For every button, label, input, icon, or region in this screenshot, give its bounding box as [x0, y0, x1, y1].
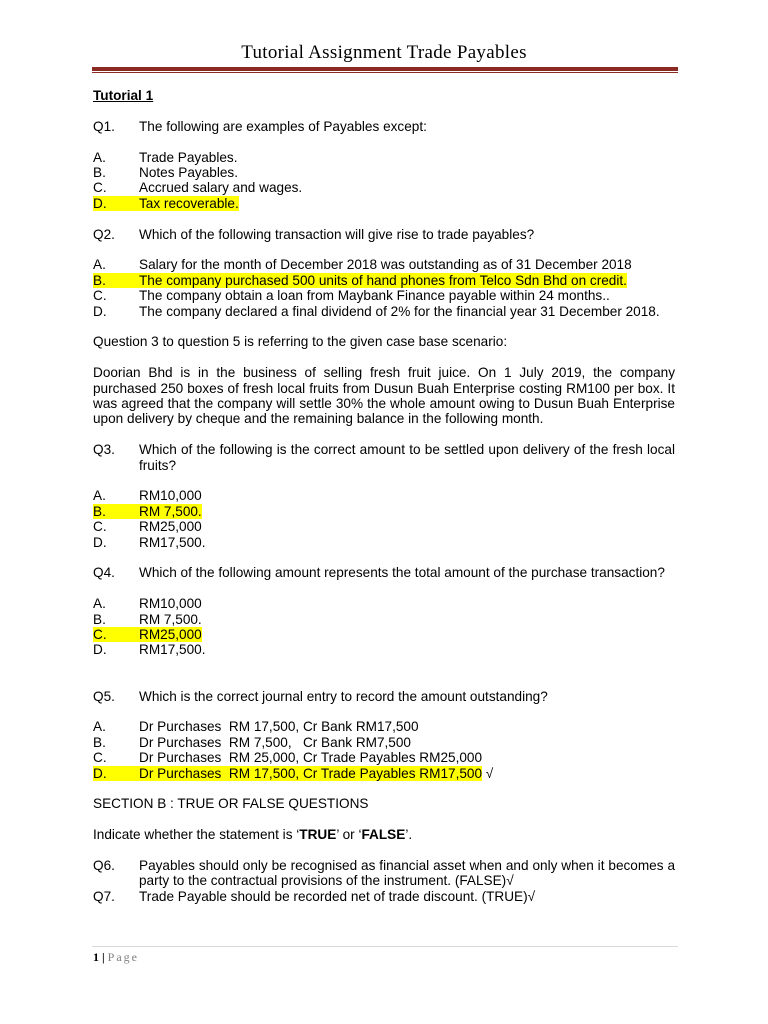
question-number: Q3. — [93, 442, 115, 458]
question-number: Q6. — [93, 858, 115, 874]
question-text: Which of the following transaction will give rise to trade payables? — [139, 226, 535, 242]
option-letter: B. — [93, 734, 106, 750]
q2-option-a — [93, 257, 675, 272]
option-letter: D. — [93, 196, 139, 211]
q1-option-d-answer — [93, 196, 675, 211]
option-text: RM10,000 — [139, 596, 202, 612]
question-6 — [93, 858, 675, 889]
q5-option-d-answer — [93, 766, 675, 781]
case-scenario: Doorian Bhd is in the business of selling fresh fruit juice. On 1 July 2019, the company purchased 250 boxes of fresh local fruits from Dusun Buah Enterprise costing RM100 per box. It was agreed that the company will settle 30% the whole amount owing to Dusun Buah Enterprise upon delivery by cheque and the remaining balance in the following month. — [93, 365, 675, 427]
option-text-highlighted: The company purchased 500 units of hand phones from Telco Sdn Bhd on credit. — [139, 272, 627, 288]
q2-option-c — [93, 288, 675, 303]
option-letter: D. — [93, 642, 107, 658]
q5-option-c — [93, 750, 675, 765]
option-text: Dr Purchases RM 7,500, Cr Bank RM7,500 — [139, 734, 411, 750]
question-4 — [93, 565, 675, 580]
option-letter: C. — [93, 627, 139, 642]
question-3 — [93, 442, 675, 473]
option-text: The company obtain a loan from Maybank Finance payable within 24 months.. — [139, 288, 610, 304]
option-text: RM17,500. — [139, 642, 206, 658]
question-number: Q1. — [93, 118, 115, 134]
option-text: Salary for the month of December 2018 was outstanding as of 31 December 2018 — [139, 257, 632, 273]
option-letter: A. — [93, 257, 106, 273]
option-letter: A. — [93, 488, 106, 504]
title-rule-thin — [92, 72, 678, 73]
footer-rule — [92, 946, 678, 947]
q3-option-c — [93, 519, 675, 534]
document-body — [93, 88, 675, 904]
option-text-highlighted: RM25,000 — [139, 627, 202, 643]
question-number: Q5. — [93, 688, 115, 704]
q2-option-b-answer — [93, 273, 675, 288]
q4-option-d — [93, 642, 675, 657]
question-7 — [93, 889, 675, 904]
question-text: Payables should only be recognised as financial asset when and only when it becomes a party to the contractual provisions of the instrument. (FALSE)√ — [139, 858, 675, 889]
option-letter: A. — [93, 149, 106, 165]
option-letter: B. — [93, 165, 106, 180]
page-footer — [93, 950, 139, 965]
question-text: Which of the following amount represents the total amount of the purchase transaction? — [139, 565, 665, 581]
q4-option-b — [93, 612, 675, 627]
scenario-intro: Question 3 to question 5 is referring to the given case base scenario: — [93, 334, 508, 350]
false-word: FALSE — [361, 827, 406, 843]
q1-option-a — [93, 150, 675, 165]
page-title: Tutorial Assignment Trade Payables — [241, 42, 527, 63]
option-text-highlighted: Dr Purchases RM 17,500, Cr Trade Payables RM17,500 — [139, 765, 483, 781]
option-text: RM25,000 — [139, 519, 202, 535]
option-text: RM10,000 — [139, 488, 202, 504]
q3-option-b-answer — [93, 504, 675, 519]
instruction-text: Indicate whether the statement is ‘ — [93, 827, 300, 843]
option-letter: C. — [93, 288, 107, 304]
title-rule — [92, 67, 678, 71]
question-text: The following are examples of Payables except: — [139, 118, 427, 134]
question-1 — [93, 119, 675, 134]
question-2 — [93, 227, 675, 242]
option-letter: B. — [93, 611, 106, 627]
q4-option-c-answer — [93, 627, 675, 642]
option-text: Dr Purchases RM 25,000, Cr Trade Payables RM25,000 — [139, 750, 483, 766]
option-text: Notes Payables. — [139, 165, 238, 180]
question-text: Trade Payable should be recorded net of trade discount. (TRUE)√ — [139, 888, 536, 904]
option-letter: D. — [93, 766, 139, 781]
tutorial-heading: Tutorial 1 — [93, 88, 154, 103]
option-letter: C. — [93, 750, 107, 766]
option-letter: C. — [93, 180, 107, 196]
option-text-highlighted: Tax recoverable. — [139, 195, 239, 211]
page-label: Page — [107, 950, 139, 964]
option-letter: B. — [93, 504, 139, 519]
option-letter: D. — [93, 534, 107, 550]
section-b-heading: SECTION B : TRUE OR FALSE QUESTIONS — [93, 796, 369, 812]
question-number: Q4. — [93, 565, 115, 581]
q1-option-c — [93, 180, 675, 195]
checkmark: √ — [482, 765, 494, 781]
instruction-text: ’. — [405, 827, 413, 843]
q4-option-a — [93, 596, 675, 611]
option-letter: B. — [93, 273, 139, 288]
q3-option-d — [93, 535, 675, 550]
question-text: Which is the correct journal entry to record the amount outstanding? — [139, 688, 548, 704]
q2-option-d — [93, 304, 675, 319]
question-5 — [93, 689, 675, 704]
option-text: The company declared a final dividend of 2% for the financial year 31 December 2018. — [139, 303, 660, 319]
instruction-text: ’ or ‘ — [336, 827, 362, 843]
question-number: Q7. — [93, 888, 115, 904]
option-text: RM 7,500. — [139, 611, 202, 627]
option-letter: C. — [93, 519, 107, 535]
q3-option-a — [93, 488, 675, 503]
page-number: 1 — [93, 950, 99, 964]
true-word: TRUE — [299, 827, 337, 843]
q1-option-b — [93, 165, 675, 180]
option-text: RM17,500. — [139, 534, 206, 550]
option-letter: D. — [93, 303, 107, 319]
option-text: Trade Payables. — [139, 149, 238, 165]
footer-separator: | — [102, 950, 105, 964]
option-text: Accrued salary and wages. — [139, 180, 303, 196]
option-letter: A. — [93, 596, 106, 612]
option-text-highlighted: RM 7,500. — [139, 503, 202, 519]
question-text: Which of the following is the correct amount to be settled upon delivery of the fresh local fruits? — [139, 442, 675, 473]
question-number: Q2. — [93, 226, 115, 242]
q5-option-a — [93, 719, 675, 734]
instruction-line — [93, 827, 675, 842]
q5-option-b — [93, 735, 675, 750]
option-text: Dr Purchases RM 17,500, Cr Bank RM17,500 — [139, 719, 419, 735]
option-letter: A. — [93, 719, 106, 735]
